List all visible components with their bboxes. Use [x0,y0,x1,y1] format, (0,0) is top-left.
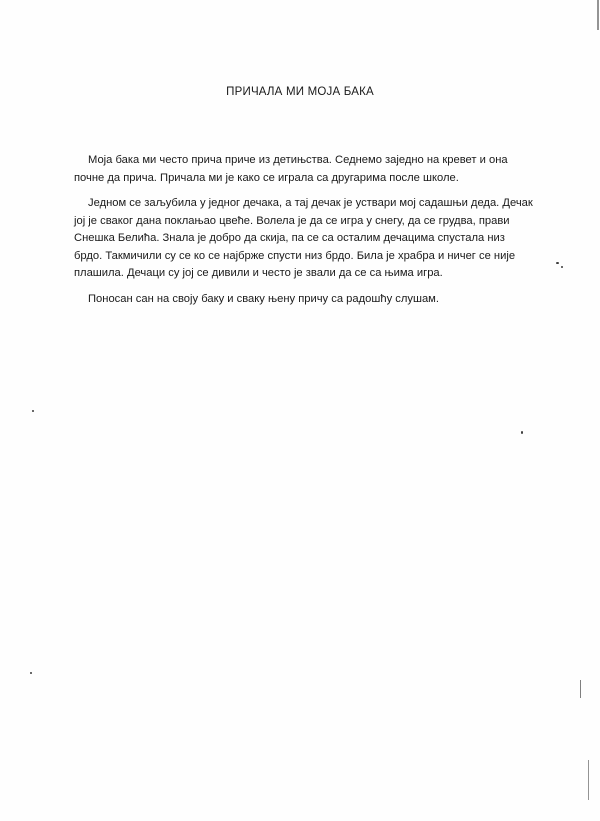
scan-edge-mark [580,680,581,698]
scan-speck [32,410,34,412]
paragraph-3: Поносан сан на своју баку и сваку њену причу са радошћу слушам. [88,292,439,305]
scan-speck [521,431,523,434]
paragraph-2: Једном се заљубила у једног дечака, а тај дечак је уствари мој садашњи деда. Дечак јој је сваког дана поклањао цвеће. Волела је да се игра у снегу, да се грудва, прави Снешка Белића. Знала је добро да скија, па се са осталим дечацима спустала низ брдо. Такмичили су се ко се најбрже спусти низ брдо. Била је храбра и ничег се није плашила. Дечаци су јој се дивили и често је звали да се са њима игра. [74,197,533,279]
scan-speck [556,262,559,264]
paragraph-1: Моја бака ми често прича приче из детињства. Седнемо заједно на кревет и она почне да прича. Причала ми је како се играла са другарима после школе. [74,154,508,184]
scan-edge-mark [588,760,589,800]
scan-speck [30,672,32,674]
scan-edge-mark [597,0,599,30]
scan-speck [561,266,563,268]
document-title: ПРИЧАЛА МИ МОЈА БАКА [226,86,374,98]
document-body [74,152,534,316]
